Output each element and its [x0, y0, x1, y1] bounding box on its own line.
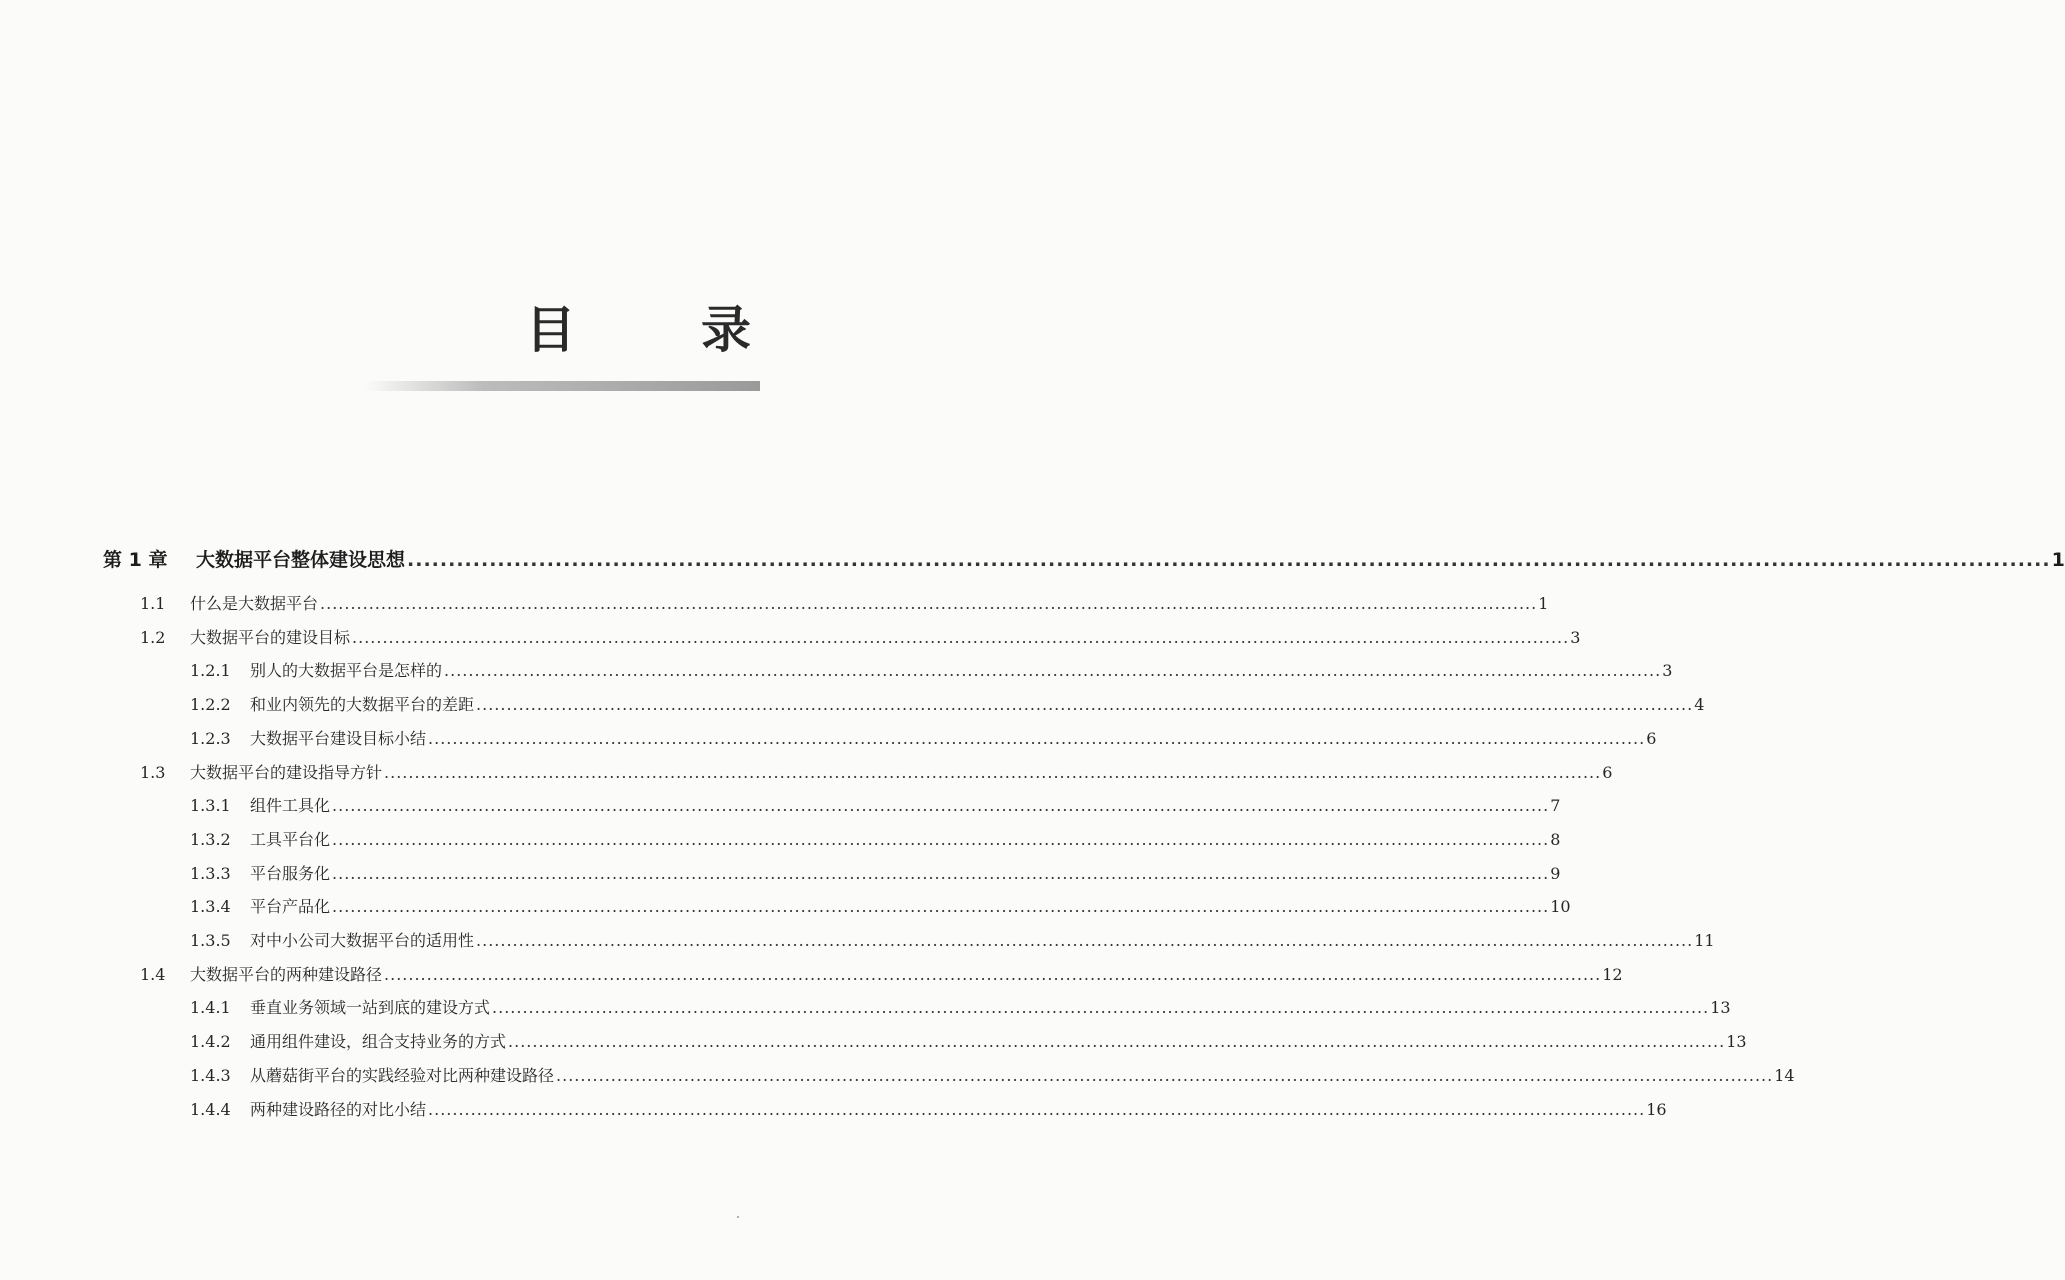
- toc-page-number: 3: [1570, 628, 1581, 647]
- toc-entry-number: 1.4.3: [190, 1066, 231, 1085]
- toc-entry-title: 大数据平台的建设目标: [190, 628, 351, 647]
- toc-entry-title: 大数据平台整体建设思想: [196, 549, 406, 571]
- toc-leader-dots: ........................................................................................................................................................................................................: [320, 594, 1538, 613]
- toc-leader-dots: ........................................................................................................................................................................................................: [476, 931, 1694, 950]
- toc-entry-title: 组件工具化: [250, 796, 331, 815]
- toc-entry-number: 1.3.4: [190, 897, 231, 916]
- toc-leader-dots: ........................................................................................................................................................................................................: [407, 549, 2051, 571]
- toc-entry-number: 第 1 章: [103, 549, 168, 571]
- page-title: 目 录: [525, 301, 805, 359]
- toc-entry-number: 1.4.1: [190, 998, 231, 1017]
- toc-entry[interactable]: [190, 1097, 1667, 1120]
- toc-entry-number: 1.4: [140, 965, 166, 984]
- toc-leader-dots: ........................................................................................................................................................................................................: [428, 729, 1646, 748]
- toc-page-number: 3: [1662, 661, 1673, 680]
- toc-entry-title: 对中小公司大数据平台的适用性: [250, 931, 475, 950]
- toc-page-number: 7: [1550, 796, 1561, 815]
- toc-entry-number: 1.4.2: [190, 1032, 231, 1051]
- toc-entry[interactable]: [190, 827, 1561, 850]
- toc-page-number: 14: [1774, 1066, 1795, 1085]
- toc-entry-title: 大数据平台的建设指导方针: [190, 763, 383, 782]
- toc-page-number: 8: [1550, 830, 1561, 849]
- toc-entry-title: 别人的大数据平台是怎样的: [250, 661, 443, 680]
- toc-entry[interactable]: [190, 928, 1715, 951]
- toc-entry[interactable]: [140, 962, 1623, 985]
- toc-entry-title: 垂直业务领域一站到底的建设方式: [250, 998, 491, 1017]
- toc-leader-dots: ........................................................................................................................................................................................................: [556, 1066, 1774, 1085]
- toc-entry-title: 大数据平台建设目标小结: [250, 729, 427, 748]
- toc-page-number: 13: [1726, 1032, 1747, 1051]
- toc-entry[interactable]: [190, 1029, 1747, 1052]
- toc-entry-number: 1.2.3: [190, 729, 231, 748]
- toc-entry[interactable]: [190, 658, 1673, 681]
- toc-entry[interactable]: [140, 760, 1613, 783]
- toc-entry-number: 1.3.1: [190, 796, 231, 815]
- toc-entry[interactable]: [140, 591, 1549, 614]
- toc-entry[interactable]: [190, 692, 1705, 715]
- toc-entry-number: 1.3.3: [190, 864, 231, 883]
- toc-leader-dots: ........................................................................................................................................................................................................: [332, 864, 1550, 883]
- toc-entry[interactable]: [190, 861, 1561, 884]
- toc-leader-dots: ........................................................................................................................................................................................................: [476, 695, 1694, 714]
- toc-page-number: 12: [1602, 965, 1623, 984]
- toc-entry-title: 工具平台化: [250, 830, 331, 849]
- toc-page-number: 9: [1550, 864, 1561, 883]
- toc-page-number: 4: [1694, 695, 1705, 714]
- toc-leader-dots: ........................................................................................................................................................................................................: [444, 661, 1662, 680]
- toc-page-number: 16: [1646, 1100, 1667, 1119]
- toc-entry[interactable]: [190, 995, 1731, 1018]
- toc-entry-title: 两种建设路径的对比小结: [250, 1100, 427, 1119]
- toc-entry-number: 1.3.2: [190, 830, 231, 849]
- toc-leader-dots: ........................................................................................................................................................................................................: [384, 965, 1602, 984]
- toc-entry-title: 平台服务化: [250, 864, 331, 883]
- toc-leader-dots: ........................................................................................................................................................................................................: [332, 796, 1550, 815]
- toc-entry-title: 平台产品化: [250, 897, 331, 916]
- toc-page-number: 6: [1646, 729, 1657, 748]
- toc-leader-dots: ........................................................................................................................................................................................................: [352, 628, 1570, 647]
- toc-entry[interactable]: [190, 894, 1571, 917]
- toc-entry-title: 和业内领先的大数据平台的差距: [250, 695, 475, 714]
- toc-leader-dots: ........................................................................................................................................................................................................: [332, 830, 1550, 849]
- toc-page-number: 10: [1550, 897, 1571, 916]
- toc-leader-dots: ........................................................................................................................................................................................................: [428, 1100, 1646, 1119]
- toc-leader-dots: ........................................................................................................................................................................................................: [384, 763, 1602, 782]
- page-mark: [737, 1216, 739, 1218]
- toc-entry-number: 1.3.5: [190, 931, 231, 950]
- toc-entry[interactable]: [190, 726, 1657, 749]
- toc-entry-number: 1.2: [140, 628, 166, 647]
- toc-page-number: 6: [1602, 763, 1613, 782]
- toc-page-number: 1: [2051, 549, 2065, 571]
- toc-entry-number: 1.1: [140, 594, 166, 613]
- toc-entry-number: 1.3: [140, 763, 166, 782]
- toc-leader-dots: ........................................................................................................................................................................................................: [332, 897, 1550, 916]
- toc-entry-number: 1.2.2: [190, 695, 231, 714]
- toc-page-number: 13: [1710, 998, 1731, 1017]
- toc-page-number: 11: [1694, 931, 1715, 950]
- toc-chapter-entry[interactable]: [103, 545, 2065, 572]
- toc-entry[interactable]: [140, 625, 1581, 648]
- toc-entry-title: 从蘑菇街平台的实践经验对比两种建设路径: [250, 1066, 555, 1085]
- toc-entry-number: 1.2.1: [190, 661, 231, 680]
- toc-entry[interactable]: [190, 793, 1561, 816]
- toc-entry-title: 大数据平台的两种建设路径: [190, 965, 383, 984]
- toc-leader-dots: ........................................................................................................................................................................................................: [492, 998, 1710, 1017]
- toc-entry-title: 什么是大数据平台: [190, 594, 319, 613]
- toc-page-number: 1: [1538, 594, 1549, 613]
- toc-entry-title: 通用组件建设，组合支持业务的方式: [250, 1032, 507, 1051]
- toc-entry[interactable]: [190, 1063, 1795, 1086]
- toc-entry-number: 1.4.4: [190, 1100, 231, 1119]
- toc-leader-dots: ........................................................................................................................................................................................................: [508, 1032, 1726, 1051]
